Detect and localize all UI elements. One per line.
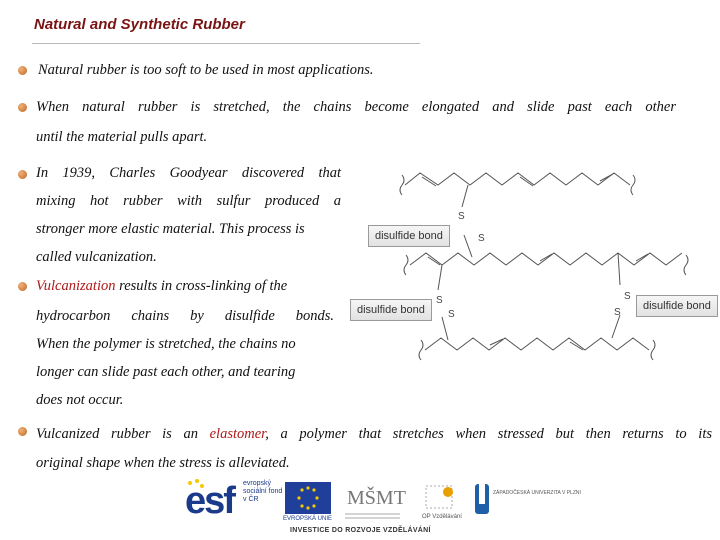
bullet-marker xyxy=(18,66,27,75)
bullet-5-line-2: original shape when the stress is alleviated. xyxy=(36,455,290,471)
title-underline xyxy=(32,43,420,44)
bullet-marker xyxy=(18,170,27,179)
bullet-4-line-5: does not occur. xyxy=(36,392,124,408)
op-vzdelavani-logo xyxy=(422,482,468,522)
bullet-4-line-1-rest: results in cross-linking of the xyxy=(115,278,288,294)
vulcanization-term: Vulcanization xyxy=(36,278,116,294)
bullet-3-line-1: In 1939, Charles Goodyear discovered that xyxy=(36,165,341,181)
esf-logo-caption: evropský sociální fond v ČR xyxy=(243,480,283,503)
msmt-logo xyxy=(345,480,406,524)
op-logo-text: OP Vzdělávání xyxy=(422,514,462,520)
sulfur-atom: S xyxy=(614,307,621,318)
sulfur-atom: S xyxy=(624,291,631,302)
eu-flag-icon xyxy=(285,482,331,514)
zcu-logo-text: ZÁPADOČESKÁ UNIVERZITA V PLZNI xyxy=(493,490,581,496)
bullet-marker xyxy=(18,282,27,291)
footer-caption: INVESTICE DO ROZVOJE VZDĚLÁVÁNÍ xyxy=(290,527,431,534)
eu-caption: EVROPSKÁ UNIE xyxy=(283,516,333,522)
disulfide-bond-label: disulfide bond xyxy=(636,295,718,317)
slide-title: Natural and Synthetic Rubber xyxy=(34,16,245,33)
sponsor-logos xyxy=(185,478,581,536)
bullet-5-prefix: Vulcanized rubber is an xyxy=(36,426,210,442)
bullet-2-line-1: When natural rubber is stretched, the chains become elongated and slide past each other xyxy=(36,99,676,115)
bullet-marker xyxy=(18,427,27,436)
zcu-logo xyxy=(475,482,581,522)
sulfur-atom: S xyxy=(458,211,465,222)
sulfur-atom: S xyxy=(478,233,485,244)
bullet-5-line-1 xyxy=(36,424,712,444)
bullet-4-line-1 xyxy=(36,276,287,296)
sulfur-atom: S xyxy=(448,309,455,320)
bullet-3-line-2: mixing hot rubber with sulfur produced a xyxy=(36,193,341,209)
bullet-3-line-3: stronger more elastic material. This process is xyxy=(36,221,305,237)
esf-logo xyxy=(185,478,283,523)
msmt-logo-text: MŠMT xyxy=(347,487,406,509)
bullet-4-line-3: When the polymer is stretched, the chains no xyxy=(36,336,296,352)
bullet-3-line-4: called vulcanization. xyxy=(36,249,157,265)
bullet-2-line-2: until the material pulls apart. xyxy=(36,129,208,145)
disulfide-bond-label: disulfide bond xyxy=(368,225,450,247)
bullet-marker xyxy=(18,103,27,112)
disulfide-bond-label: disulfide bond xyxy=(350,299,432,321)
bullet-4-line-4: longer can slide past each other, and tearing xyxy=(36,364,296,380)
bullet-5-rest: , a polymer that stretches when stressed but then returns to its xyxy=(265,426,712,442)
sulfur-atom: S xyxy=(436,295,443,306)
bullet-4-line-2: hydrocarbon chains by disulfide bonds. xyxy=(36,308,334,324)
bullet-1-text: Natural rubber is too soft to be used in most applications. xyxy=(38,62,374,78)
elastomer-term: elastomer xyxy=(209,426,266,442)
polymer-chains-drawing xyxy=(350,155,720,405)
vulcanized-rubber-diagram xyxy=(350,155,720,405)
esf-logo-text: esf xyxy=(185,480,234,522)
